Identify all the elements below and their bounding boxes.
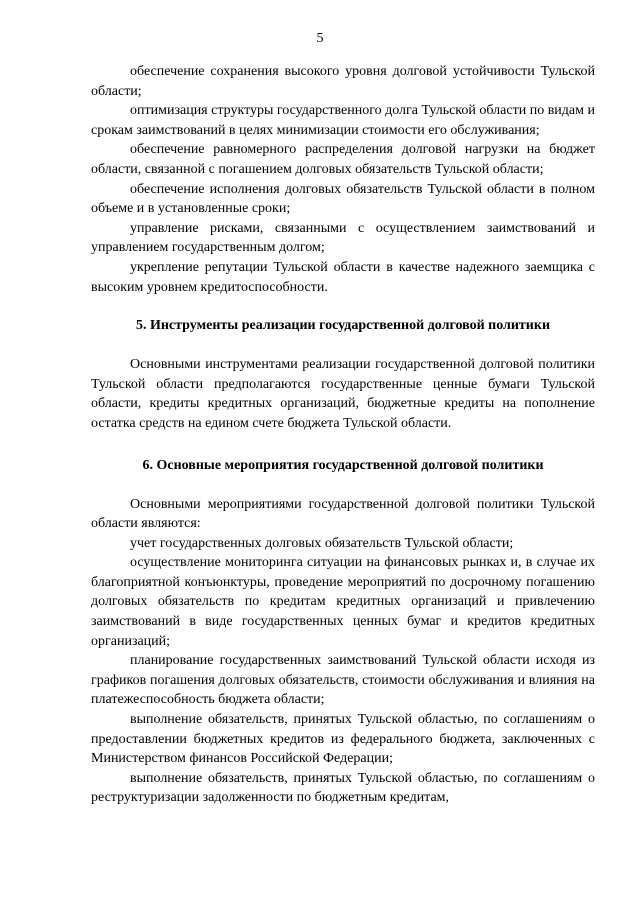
goal-item: управление рисками, связанными с осуществлением заимствований и управлением государственным долгом; (91, 220, 595, 256)
measure-item: выполнение обязательств, принятых Тульской областью, по соглашениям о реструктуризации задолженности по бюджетным кредитам, (91, 770, 595, 806)
section-5-heading: 5. Инструменты реализации государственной долговой политики (135, 318, 551, 334)
section-6-heading: 6. Основные мероприятия государственной долговой политики (142, 457, 544, 473)
measure-item: учет государственных долговых обязательств Тульской области; (130, 535, 514, 551)
section-5-text: Основными инструментами реализации государственной долговой политики Тульской области предполагаются государственные ценные бумаги Тульской области, кредиты кредитных организаций, бюджетные кредиты на пополнение остатка средств на едином счете бюджета Тульской области. (91, 357, 595, 431)
goal-item: обеспечение исполнения долговых обязательств Тульской области в полном объеме и в установленные сроки; (91, 181, 595, 217)
goal-item: обеспечение сохранения высокого уровня долговой устойчивости Тульской области; (91, 64, 595, 99)
goal-item: оптимизация структуры государственного долга Тульской области по видам и срокам заимствований в целях минимизации стоимости его обслуживания; (91, 103, 595, 138)
measure-item: планирование государственных заимствований Тульской области исходя из графиков погашения долговых обязательств, стоимости обслуживания и влияния на платежеспособность бюджета области; (91, 653, 595, 708)
measure-item: выполнение обязательств, принятых Тульской областью, по соглашениям о предоставлении бюджетных кредитов из федерального бюджета, заключенных с Министерством финансов Российской Федерации; (91, 712, 595, 767)
goal-item: обеспечение равномерного распределения долговой нагрузки на бюджет области, связанной с погашением долговых обязательств Тульской области; (91, 142, 595, 177)
section-6-intro: Основными мероприятиями государственной долговой политики Тульской области являются: (91, 496, 595, 532)
goal-item: укрепление репутации Тульской области в качестве надежного заемщика с высоким уровнем кредитоспособности. (91, 259, 595, 295)
page-number: 5 (316, 31, 324, 46)
page-content (91, 62, 595, 808)
measure-item: осуществление мониторинга ситуации на финансовых рынках и, в случае их благоприятной конъюнктуры, проведение мероприятий по досрочному погашению долговых обязательств по кредитам кредитных организаций и привлечению заимствований в виде государственных ценных бумаг и кредитов кредитных организаций; (91, 555, 595, 649)
